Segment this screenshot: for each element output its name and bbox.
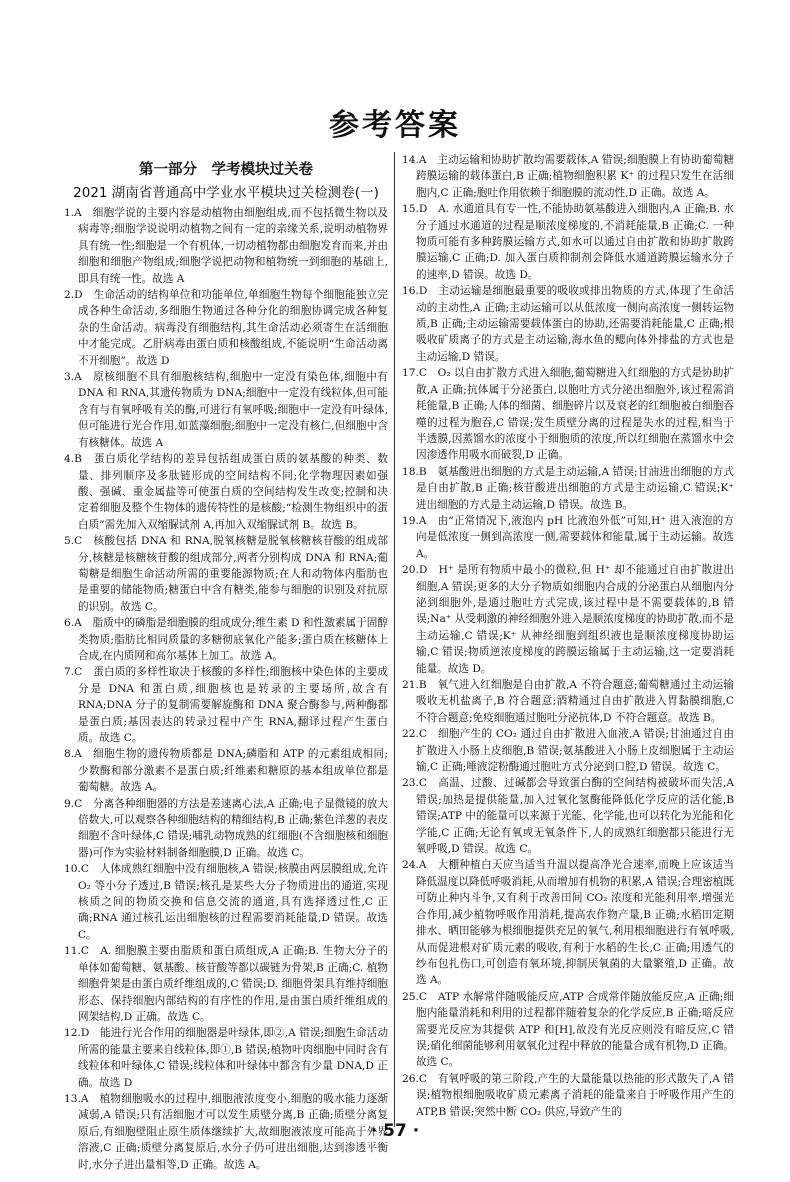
- answer-item: [64, 746, 388, 795]
- answer-number: 3.: [64, 371, 75, 384]
- answer-item: [402, 562, 734, 677]
- answer-text: C 蛋白质的多样性取决于核酸的多样性;细胞核中染色体的主要成分是 DNA 和蛋白质,细胞核也是转录的主要场所,故含有 RNA;DNA 分子的复制需要解旋酶和 DNA 聚合酶参与,两种酶都是蛋白质;基因表达的转录过程中产生 RNA,翻译过程产生蛋白质。故选 C。: [74, 666, 388, 744]
- answer-item: [402, 677, 734, 726]
- answer-number: 2.: [64, 289, 75, 302]
- answer-number: 23.: [402, 777, 419, 790]
- answer-item: [64, 943, 388, 1025]
- answer-item: [64, 533, 388, 615]
- part-heading: 第一部分 学考模块过关卷: [139, 162, 313, 178]
- answer-number: 18.: [402, 465, 419, 478]
- answer-text: A 主动运输和协助扩散均需要载体,A 错误;细胞膜上有协助葡萄糖跨膜运输的载体蛋白,B 正确;植物细胞积累 K⁺ 的过程只发生在活细胞内,C 正确;胞吐作用依赖于细胞膜的流动性,D 正确。故选 A。: [416, 154, 734, 199]
- answer-text: A 植物细胞吸水的过程中,细胞液浓度变小,细胞的吸水能力逐渐减弱,A 错误;只有活细胞才可以发生质壁分离,B 正确;质壁分离复原后,有细胞壁阻止原生质体继续扩大,故细胞液浓度可能高于外界溶液,C 正确;质壁分离复原后,水分子仍可进出细胞,达到渗透平衡时,水分子进出量相等,D 正确。故选 A。: [78, 1092, 388, 1171]
- answer-text: B 蛋白质化学结构的差异包括组成蛋白质的氨基酸的种类、数量、排列顺序及多肽链形成的空间结构不同;化学物理因素如强酸、强碱、重金属盐等可使蛋白质的空间结构发生改变;控制和决定着细胞及整个生物体的遗传特性的是核酸;“检测生物组织中的蛋白质”需先加入双缩脲试剂 A,再加入双缩脲试剂 B。故选 B。: [74, 453, 388, 531]
- answer-item: [402, 365, 734, 463]
- answer-text: D 能进行光合作用的细胞器是叶绿体,即②,A 错误;细胞生命活动所需的能量主要来自线粒体,即①,B 错误;植物叶肉细胞中同时含有线粒体和叶绿体,C 错误;线粒体和叶绿体中都含有少量 DNA,D 正确。故选 D: [78, 1027, 388, 1089]
- answer-item: [402, 989, 734, 1071]
- answer-item: [64, 287, 388, 369]
- answer-text: C ATP 水解常伴随吸能反应,ATP 合成常伴随放能反应,A 正确;细胞内能量消耗和利用的过程都伴随着复杂的化学反应,B 正确;暗反应需要光反应为其提供 ATP 和[H],故没有光反应则没有暗反应,C 错误;硝化细菌能够利用氨氧化过程中释放的能量合成有机物,D 正确。故选 C。: [416, 990, 734, 1069]
- answer-text: A 细胞生物的遗传物质都是 DNA;磷脂和 ATP 的元素组成相同;少数酶和部分激素不是蛋白质;纤维素和糖原的基本组成单位都是葡萄糖。故选 A。: [74, 748, 388, 794]
- answer-item: [402, 283, 734, 365]
- answer-text: D H⁺ 是所有物质中最小的微粒,但 H⁺ 却不能通过自由扩散进出细胞,A 错误;更多的大分子物质如细胞内合成的分泌蛋白从细胞内分泌到细胞外,是通过胞吐方式完成,该过程中是不需要载体的,B 错误;Na⁺ 从受刺激的神经细胞外进入是顺浓度梯度的协助扩散,而不是主动运输,C 错误;K⁺ 从神经细胞到组织液也是顺浓度梯度协助运输,C 错误;物质逆浓度梯度的跨膜运输属于主动运输,这一定要消耗能量。故选 D。: [416, 564, 734, 675]
- answer-number: 17.: [402, 367, 419, 380]
- answer-number: 24.: [402, 859, 419, 872]
- answer-number: 8.: [64, 748, 75, 761]
- answer-number: 10.: [64, 863, 81, 876]
- page-title: 参考答案: [329, 108, 461, 143]
- answer-number: 22.: [402, 728, 419, 741]
- answer-item: [64, 369, 388, 451]
- answer-text: C A. 细胞膜主要由脂质和蛋白质组成,A 正确;B. 生物大分子的单体如葡萄糖、氨基酸、核苷酸等都以碳链为骨架,B 正确;C. 植物细胞骨架是由蛋白质纤维组成的,C 错误;D. 细胞骨架具有维持细胞形态、保持细胞内部结构的有序性的作用,是由蛋白质纤维组成的网架结构,D 正确。故选 C。: [78, 945, 388, 1023]
- answer-text: D 生命活动的结构单位和功能单位,单细胞生物每个细胞能独立完成各种生命活动,多细胞生物通过各种分化的细胞协调完成各种复杂的生命活动。病毒没有细胞结构,其生命活动必须寄生在活细胞中才能完成。乙肝病毒由蛋白质和核酸组成,不能说明“生命活动离不开细胞”。故选 D: [74, 289, 388, 367]
- exam-heading: 2021 湖南省普通高中学业水平模块过关检测卷(一): [73, 185, 379, 201]
- answer-item: [64, 796, 388, 862]
- answer-number: 14.: [402, 154, 419, 166]
- answer-item: [402, 857, 734, 988]
- answer-number: 4.: [64, 453, 75, 466]
- answer-item: [402, 201, 734, 283]
- answer-number: 11.: [64, 945, 81, 958]
- answer-item: [64, 615, 388, 664]
- answer-text: C 人体成熟红细胞中没有细胞核,A 错误;核膜由两层膜组成,允许 O₂ 等小分子透过,B 错误;核孔是某些大分子物质进出的通道,实现核质之间的物质交换和信息交流的通道,具有选择透过性,C 正确;RNA 通过核孔运出细胞核的过程需要消耗能量,D 错误。故选 C。: [78, 863, 388, 941]
- answer-text: A 细胞学说的主要内容是动植物由细胞组成,而不包括微生物以及病毒等;细胞学说说明动植物之间有一定的亲缘关系,说明动植物界具有统一性;细胞是一个有机体,一切动植物都由细胞发育而来,并由细胞和细胞产物组成;细胞学说把动物和植物统一到细胞的基础上,即具有统一性。故选 A: [74, 207, 388, 285]
- answer-item: [64, 451, 388, 533]
- page-number: · 57 ·: [370, 1121, 420, 1141]
- answer-text: A 原核细胞不具有细胞核结构,细胞中一定没有染色体,细胞中有 DNA 和 RNA,其遗传物质为 DNA;细胞中一定没有线粒体,但可能含有与有氧呼吸有关的酶,可进行有氧呼吸;细胞中一定没有叶绿体,但可能进行光合作用,如蓝藻细胞;细胞中一定没有核仁,但细胞中含有核糖体。故选 A: [74, 371, 388, 449]
- answer-text: C 核酸包括 DNA 和 RNA,脱氧核糖是脱氧核糖核苷酸的组成部分,核糖是核糖核苷酸的组成部分,两者分别构成 DNA 和 RNA;葡萄糖是细胞生命活动所需的重要能源物质;在人和动物体内脂肪也是重要的储能物质;糖蛋白中含有糖类,能参与细胞的识别及对抗原的识别。故选 C。: [74, 535, 388, 613]
- answer-number: 20.: [402, 564, 419, 577]
- answer-number: 16.: [402, 285, 419, 298]
- left-answer-list: [64, 205, 388, 1173]
- answer-item: [402, 775, 734, 857]
- answer-number: 19.: [402, 514, 419, 527]
- answer-text: A 大棚种植白天应当适当升温以提高净光合速率,而晚上应该适当降低温度以降低呼吸消耗,从而增加有机物的积累,A 错误;合理密植既可防止种内斗争,又有利于改善田间 CO₂ 浓度和光能利用率,增强光合作用,减少植物呼吸作用消耗,提高农作物产量,B 正确;水稻田定期排水、晒田能够为根细胞提供充足的氧气,利用根细胞进行有氧呼吸,从而促进根对矿质元素的吸收,有利于水稻的生长,C 正确;用透气的纱布包扎伤口,可创造有氧环境,抑制厌氧菌的大量繁殖,D 正确。故选 A。: [416, 859, 734, 987]
- answer-number: 15.: [402, 203, 419, 216]
- answer-number: 1.: [64, 207, 75, 219]
- column-divider: [394, 152, 395, 1127]
- answer-number: 13.: [64, 1092, 81, 1105]
- right-column: [402, 152, 734, 1127]
- answer-number: 25.: [402, 990, 419, 1003]
- answer-item: [402, 1071, 734, 1120]
- answer-item: [402, 513, 734, 562]
- answer-number: 21.: [402, 679, 419, 691]
- answer-text: B 氨基酸进出细胞的方式是主动运输,A 错误;甘油进出细胞的方式是自由扩散,B 正确;核苷酸进出细胞的方式是主动运输,C 错误;K⁺ 进出细胞的方式是主动运输,D 错误。故选 B。: [416, 465, 734, 511]
- answer-text: C O₂ 以自由扩散方式进入细胞,葡萄糖进入红细胞的方式是协助扩散,A 正确;抗体属于分泌蛋白,以胞吐方式分泌出细胞外,该过程需消耗能量,B 正确;人体的细菌、细胞碎片以及衰老的红细胞被白细胞吞噬的过程为胞吞,C 错误;发生质壁分离的过程是失水的过程,相当于半透膜,因蒸馏水的浓度小于细胞质的浓度,所以红细胞在蒸馏水中会因渗透作用吸水而破裂,D 正确。: [416, 367, 734, 462]
- right-answer-list: [402, 152, 734, 1120]
- answer-text: D A. 水通道具有专一性,不能协助氨基酸进入细胞内,A 正确;B. 水分子通过水通道的过程是顺浓度梯度的,不消耗能量,B 正确;C. 一种物质可能有多种跨膜运输方式,如水可以通过自由扩散和协助扩散跨膜运输,C 正确;D. 加入蛋白质抑制剂会降低水通道跨膜运输水分子的速率,D 错误。故选 D。: [416, 203, 734, 281]
- answer-text: B 氧气进入红细胞是自由扩散,A 不符合题意;葡萄糖通过主动运输吸收无机盐离子,B 符合题意;酒精通过自由扩散进入胃黏膜细胞,C 不符合题意;免疫细胞通过胞吐分泌抗体,D 不符合题意。故选 B。: [416, 679, 734, 724]
- answer-text: C 分离各种细胞器的方法是差速离心法,A 正确;电子显微镜的放大倍数大,可以观察各种细胞结构的精细结构,B 正确;紫色洋葱的表皮细胞不含叶绿体,C 错误;哺乳动物成熟的红细胞(不含细胞核和细胞器)可作为实验材料制备细胞膜,D 正确。故选 C。: [74, 797, 388, 859]
- answer-text: C 高温、过酸、过碱都会导致蛋白酶的空间结构被破坏而失活,A 错误;加热是提供能量,加入过氧化氢酶能降低化学反应的活化能,B 错误;ATP 中的能量可以来源于光能、化学能,也可以转化为光能和化学能,C 正确;无论有氧或无氧条件下,人的成熟红细胞都只能进行无氧呼吸,D 错误。故选 C。: [416, 777, 734, 856]
- answer-text: A 脂质中的磷脂是细胞膜的组成成分;维生素 D 和性激素属于固醇类物质;脂肪比相同质量的多糖彻底氧化产能多;蛋白质在核糖体上合成,在内质网和高尔基体上加工。故选 A。: [74, 617, 388, 662]
- answer-number: 5.: [64, 535, 75, 548]
- answer-item: [64, 205, 388, 287]
- answer-item: [402, 726, 734, 775]
- answer-number: 12.: [64, 1027, 81, 1040]
- answer-text: A 由“正常情况下,液泡内 pH 比液泡外低”可知,H⁺ 进入液泡的方向是低浓度一侧到高浓度一侧,需要载体和能量,属于主动运输。故选 A。: [416, 514, 734, 560]
- answer-item: [402, 152, 734, 201]
- answer-item: [402, 464, 734, 513]
- answer-number: 9.: [64, 797, 75, 810]
- answer-text: C 有氧呼吸的第三阶段,产生的大量能量以热能的形式散失了,A 错误;植物根细胞吸收矿质元素离子消耗的能量来自于呼吸作用产生的 ATP,B 错误;突然中断 CO₂ 供应,导致产生的: [416, 1072, 734, 1118]
- answer-item: [64, 664, 388, 746]
- answer-text: D 主动运输是细胞最重要的吸收或排出物质的方式,体现了生命活动的主动性,A 正确;主动运输可以从低浓度一侧向高浓度一侧转运物质,B 正确;主动运输需要载体蛋白的协助,还需要消耗能量,C 正确;根吸收矿质离子的方式是主动运输,海水鱼的鳃向体外排盐的方式也是主动运输,D 错误。: [416, 285, 734, 363]
- answer-number: 7.: [64, 666, 75, 679]
- left-column: [64, 152, 388, 1171]
- answer-item: [64, 1025, 388, 1091]
- answer-number: 6.: [64, 617, 75, 630]
- answer-number: 26.: [402, 1072, 419, 1085]
- answer-item: [64, 861, 388, 943]
- answer-text: C 细胞产生的 CO₂ 通过自由扩散进入血液,A 错误;甘油通过自由扩散进入小肠上皮细胞,B 错误;氨基酸进入小肠上皮细胞属于主动运输,C 正确;唾液淀粉酶通过胞吐方式分泌到口腔,D 错误。故选 C。: [416, 728, 734, 774]
